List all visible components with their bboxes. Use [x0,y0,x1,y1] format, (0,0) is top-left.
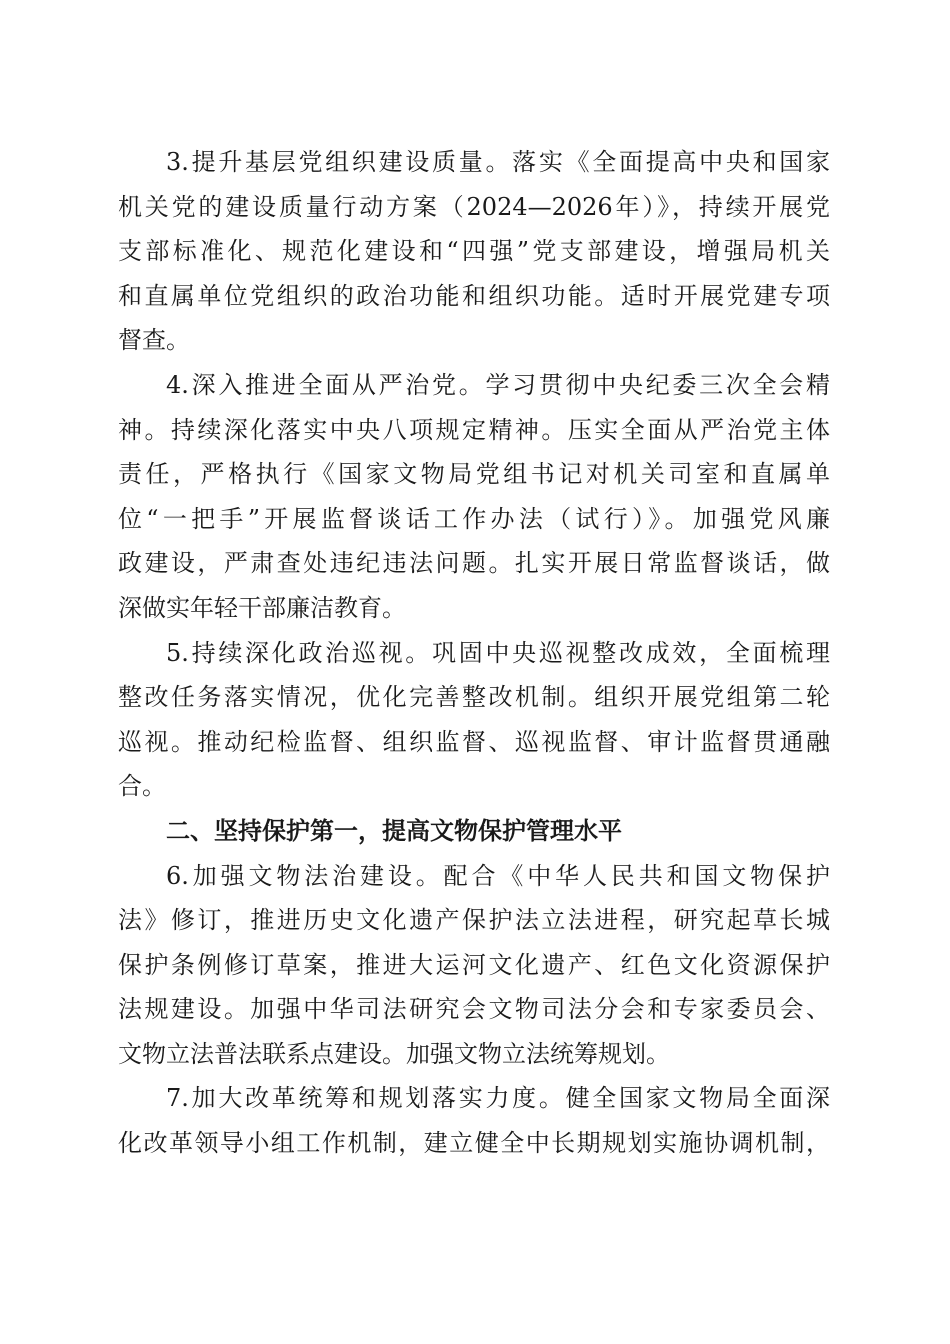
paragraph-line: 法》修订，推进历史文化遗产保护法立法进程，研究起草长城 [118,906,830,935]
section-heading-2 [118,809,830,854]
paragraph-line: 5.持续深化政治巡视。巩固中央巡视整改成效，全面梳理 [166,638,830,667]
paragraph-line: 化改革领导小组工作机制，建立健全中长期规划实施协调机制， [118,1129,830,1158]
paragraph-line: 机关党的建设质量行动方案（2024—2026年）》，持续开展党 [118,192,830,221]
paragraph-line: 7.加大改革统筹和规划落实力度。健全国家文物局全面深 [166,1084,830,1113]
paragraph-5 [118,631,830,809]
paragraph-6 [118,854,830,1077]
paragraph-line: 合。 [118,772,166,801]
paragraph-line: 责任，严格执行《国家文物局党组书记对机关司室和直属单 [118,460,830,489]
paragraph-line: 4.深入推进全面从严治党。学习贯彻中央纪委三次全会精 [166,370,830,399]
paragraph-line: 位“一把手”开展监督谈话工作办法（试行）》。加强党风廉 [118,504,830,533]
paragraph-line: 6.加强文物法治建设。配合《中华人民共和国文物保护 [166,861,830,890]
paragraph-line: 文物立法普法联系点建设。加强文物立法统筹规划。 [118,1039,670,1068]
paragraph-line: 深做实年轻干部廉洁教育。 [118,593,406,622]
section-heading: 二、坚持保护第一，提高文物保护管理水平 [166,816,622,845]
paragraph-line: 保护条例修订草案，推进大运河文化遗产、红色文化资源保护 [118,950,830,979]
paragraph-line: 整改任务落实情况，优化完善整改机制。组织开展党组第二轮 [118,683,830,712]
paragraph-7 [118,1076,830,1165]
paragraph-line: 法规建设。加强中华司法研究会文物司法分会和专家委员会、 [118,995,830,1024]
document-body [118,140,830,1166]
paragraph-line: 政建设，严肃查处违纪违法问题。扎实开展日常监督谈话，做 [118,549,830,578]
paragraph-line: 督查。 [118,326,190,355]
paragraph-line: 3.提升基层党组织建设质量。落实《全面提高中央和国家 [166,148,830,176]
paragraph-line: 神。持续深化落实中央八项规定精神。压实全面从严治党主体 [118,415,830,444]
paragraph-line: 支部标准化、规范化建设和“四强”党支部建设，增强局机关 [118,237,830,266]
paragraph-4 [118,363,830,631]
paragraph-line: 和直属单位党组织的政治功能和组织功能。适时开展党建专项 [118,281,830,310]
paragraph-line: 巡视。推动纪检监督、组织监督、巡视监督、审计监督贯通融 [118,727,830,756]
paragraph-3 [118,140,830,363]
